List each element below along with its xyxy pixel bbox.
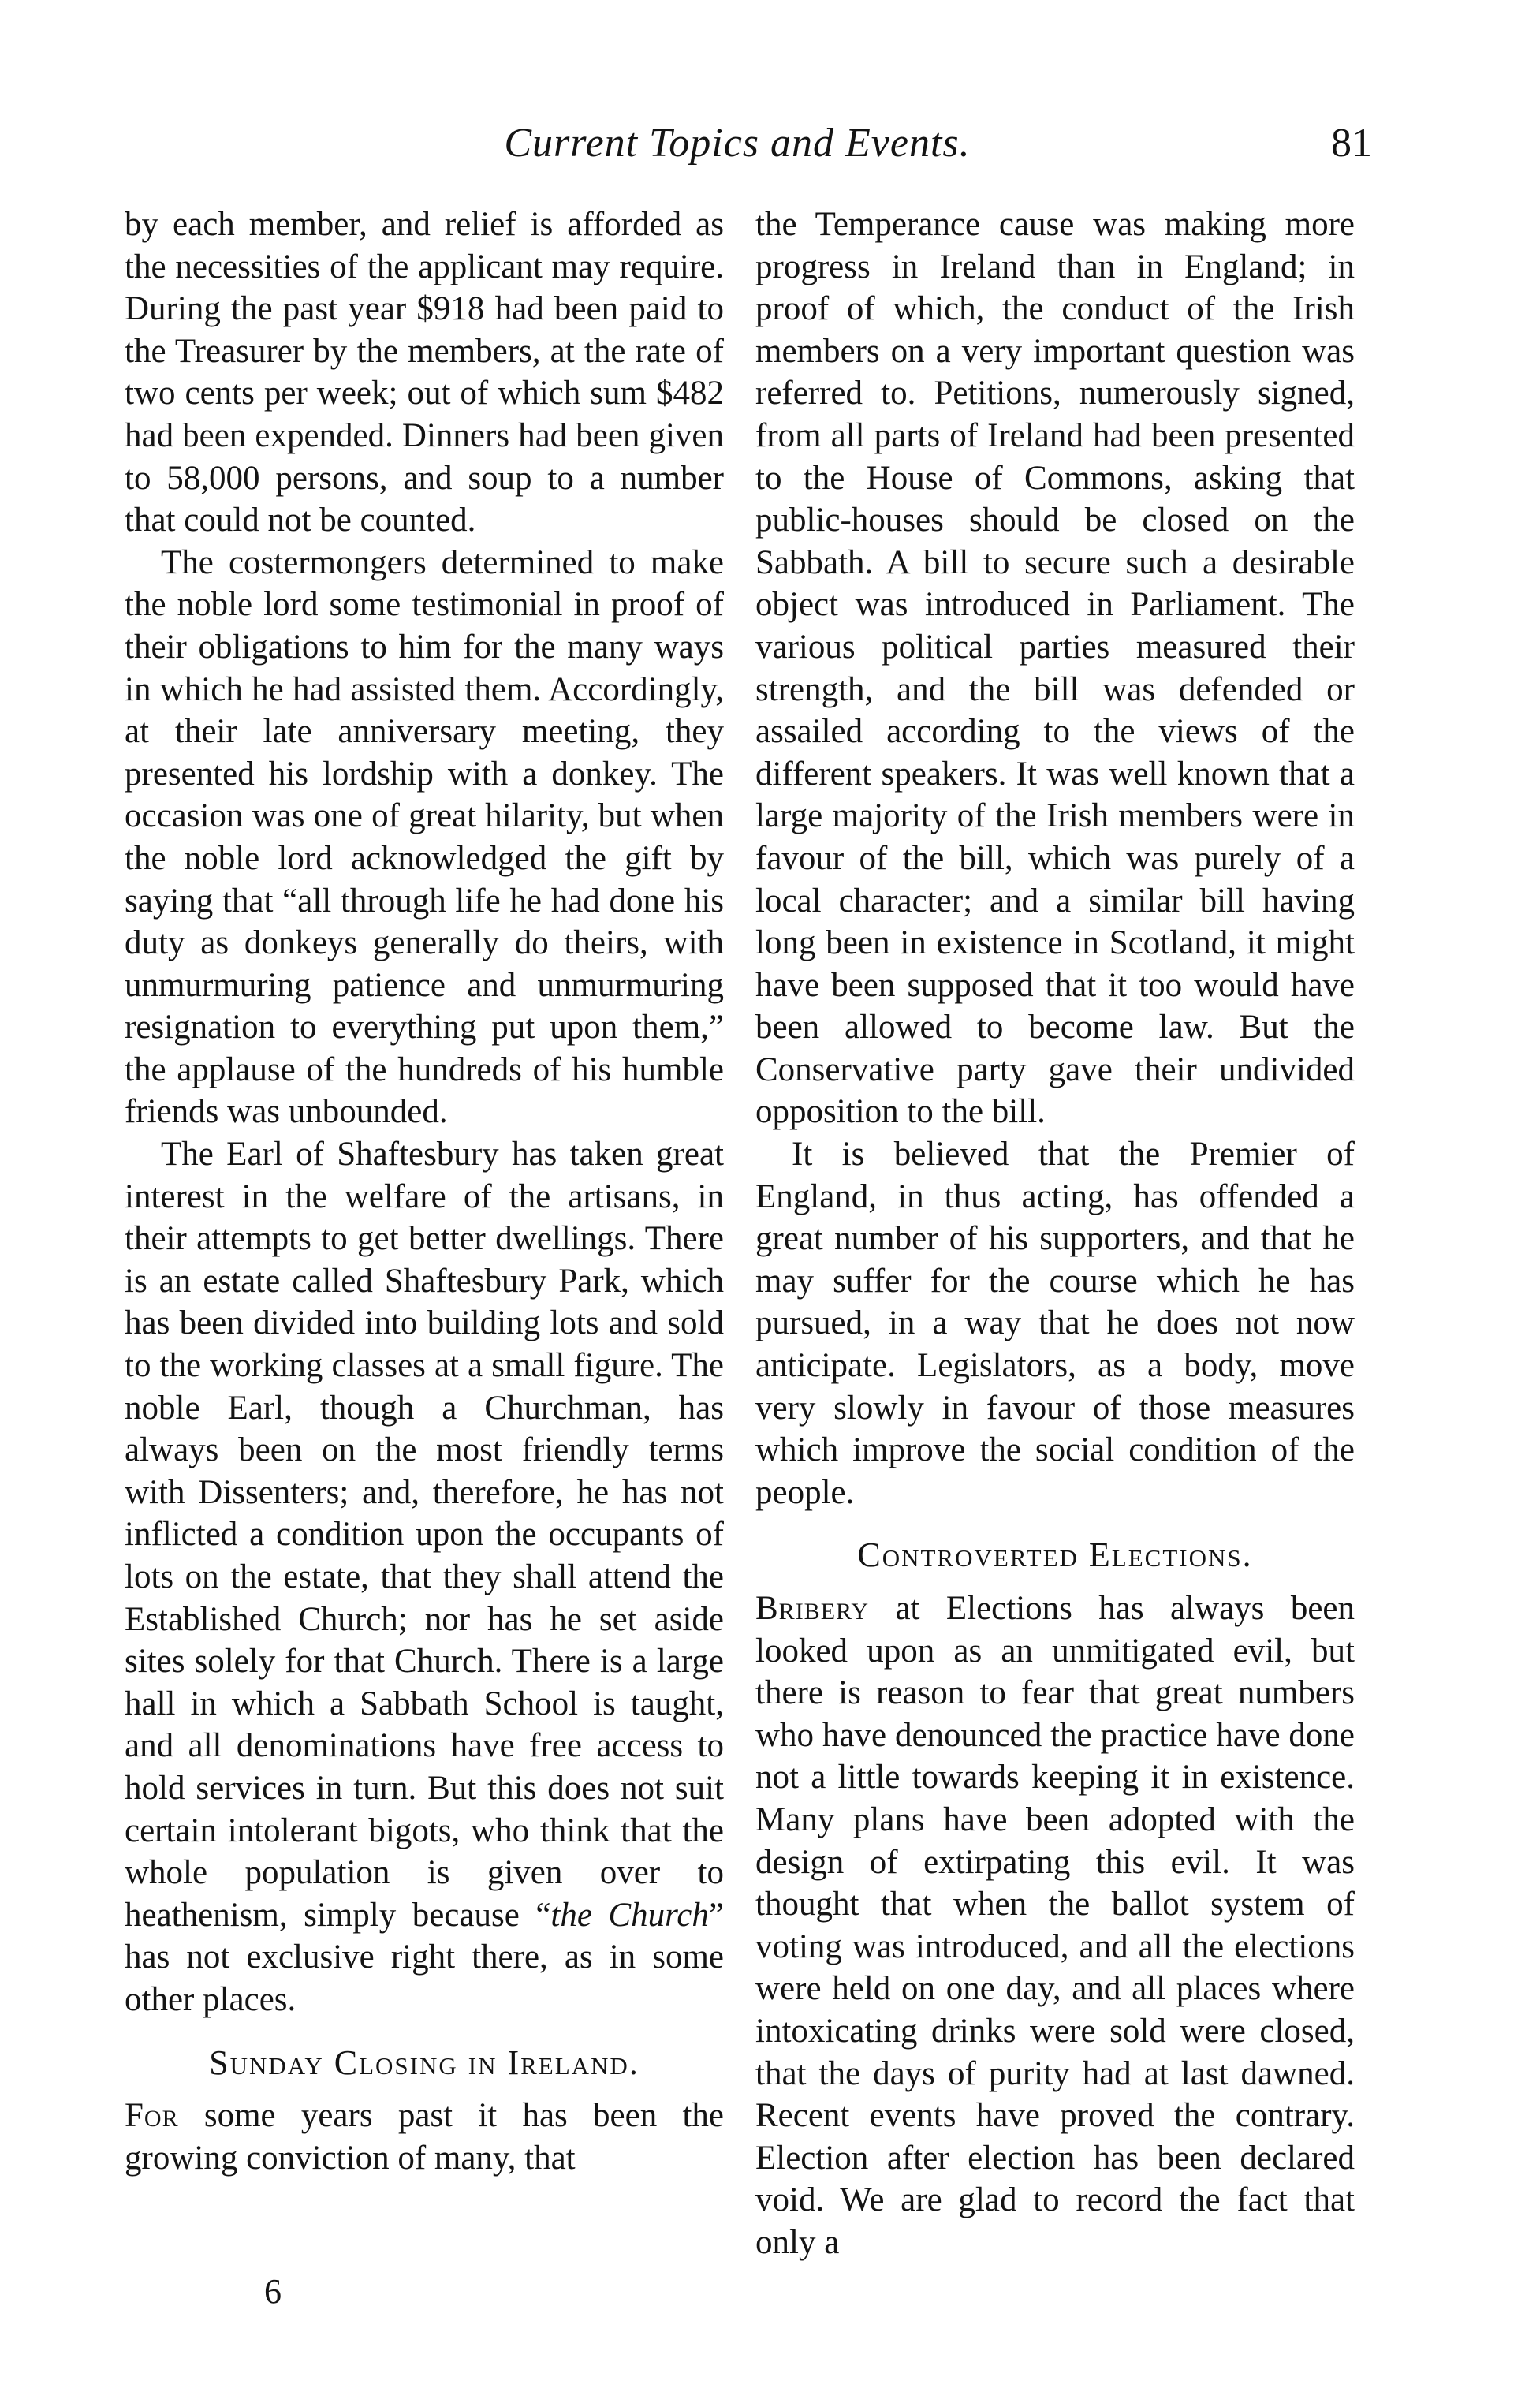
left-column [125, 203, 724, 2179]
page-number: 81 [1331, 121, 1372, 166]
left-paragraph-4 [125, 2095, 724, 2179]
section-heading-controverted-elections: Controverted Elections. [857, 1535, 1253, 1575]
left-paragraph-3-italic: the Church [550, 1896, 709, 1934]
section-heading-sunday-closing: Sunday Closing in Ireland. [209, 2043, 639, 2082]
left-paragraph-2: The costermongers determined to make the noble lord some testimonial in proof of their obligations to him for the many ways in which he had assisted them. Accordingly, at their late anniversary meeting, they presented his lordship with a donkey. The occasion was one of great hilarity, but when the noble lord acknowledged the gift by saying that “all through life he had done his duty as donkeys generally do theirs, with unmurmuring patience and unmurmuring resignation to everything put upon them,” the applause of the hundreds of his humble friends was unbounded. [125, 543, 724, 1131]
right-paragraph-3 [755, 1588, 1355, 2264]
signature-mark: 6 [264, 2272, 282, 2311]
running-title: Current Topics and Events. [504, 121, 971, 166]
right-paragraph-2: It is believed that the Premier of England, in thus acting, has offended a great number of his supporters, and that he may suffer for the course which he has pursued, in a way that he does not now anticipate. Legislators, as a body, move very slowly in favour of those measures which improve the social condition of the people. [755, 1136, 1355, 1511]
right-column [755, 203, 1355, 2264]
left-paragraph-3-text-b: ” has not exclusive right there, as in some other places. [125, 1896, 724, 2018]
left-paragraph-3 [125, 1133, 724, 2020]
left-paragraph-1: by each member, and relief is afforded as the necessities of the applicant may require. During the past year $918 had been paid to the Treasurer by the members, at the rate of two cents per week; out of which sum $482 had been expended. Dinners had been given to 58,000 persons, and soup to a number that could not be counted. [125, 206, 724, 539]
left-paragraph-4-text: some years past it has been the growing conviction of many, that [125, 2097, 724, 2177]
right-paragraph-1: the Temperance cause was making more progress in Ireland than in England; in proof of which, the conduct of the Irish members on a very important question was referred to. Petitions, numerously signed, from all parts of Ireland had been presented to the House of Commons, asking that public-houses should be closed on the Sabbath. A bill to secure such a desirable object was introduced in Parliament. The various political parties measured their strength, and the bill was defended or assailed according to the views of the different speakers. It was well known that a large majority of the Irish members were in favour of the bill, which was purely of a local character; and a similar bill having long been in existence in Scotland, it might have been supposed that it too would have been allowed to become law. But the Conservative party gave their undivided opposition to the bill. [755, 206, 1355, 1131]
right-paragraph-3-lead: Bribery [755, 1590, 870, 1627]
left-paragraph-4-lead: For [125, 2097, 179, 2135]
running-head [126, 117, 1372, 180]
right-paragraph-3-text: at Elections has always been looked upon as an unmitigated evil, but there is reason to fear that great numbers who have denounced the practice have done not a little towards keeping it in existence. Many plans have been adopted with the design of extirpating this evil. It was thought that when the ballot system of voting was introduced, and all the elections were held on one day, and all places where intoxicating drinks were sold were closed, that the days of purity had at last dawned. Recent events have proved the contrary. Election after election has been declared void. We are glad to record the fact that only a [755, 1590, 1355, 2261]
left-paragraph-3-text-a: The Earl of Shaftesbury has taken great interest in the welfare of the artisans, in their attempts to get better dwellings. There is an estate called Shaftesbury Park, which has been divided into building lots and sold to the working classes at a small figure. The noble Earl, though a Churchman, has always been on the most friendly terms with Dissenters; and, therefore, he has not inflicted a condition upon the occupants of lots on the estate, that they shall attend the Established Church; nor has he set aside sites solely for that Church. There is a large hall in which a Sabbath School is taught, and all denominations have free access to hold services in turn. But this does not suit certain intolerant bigots, who think that the whole population is given over to heathenism, simply because “ [125, 1136, 724, 1934]
